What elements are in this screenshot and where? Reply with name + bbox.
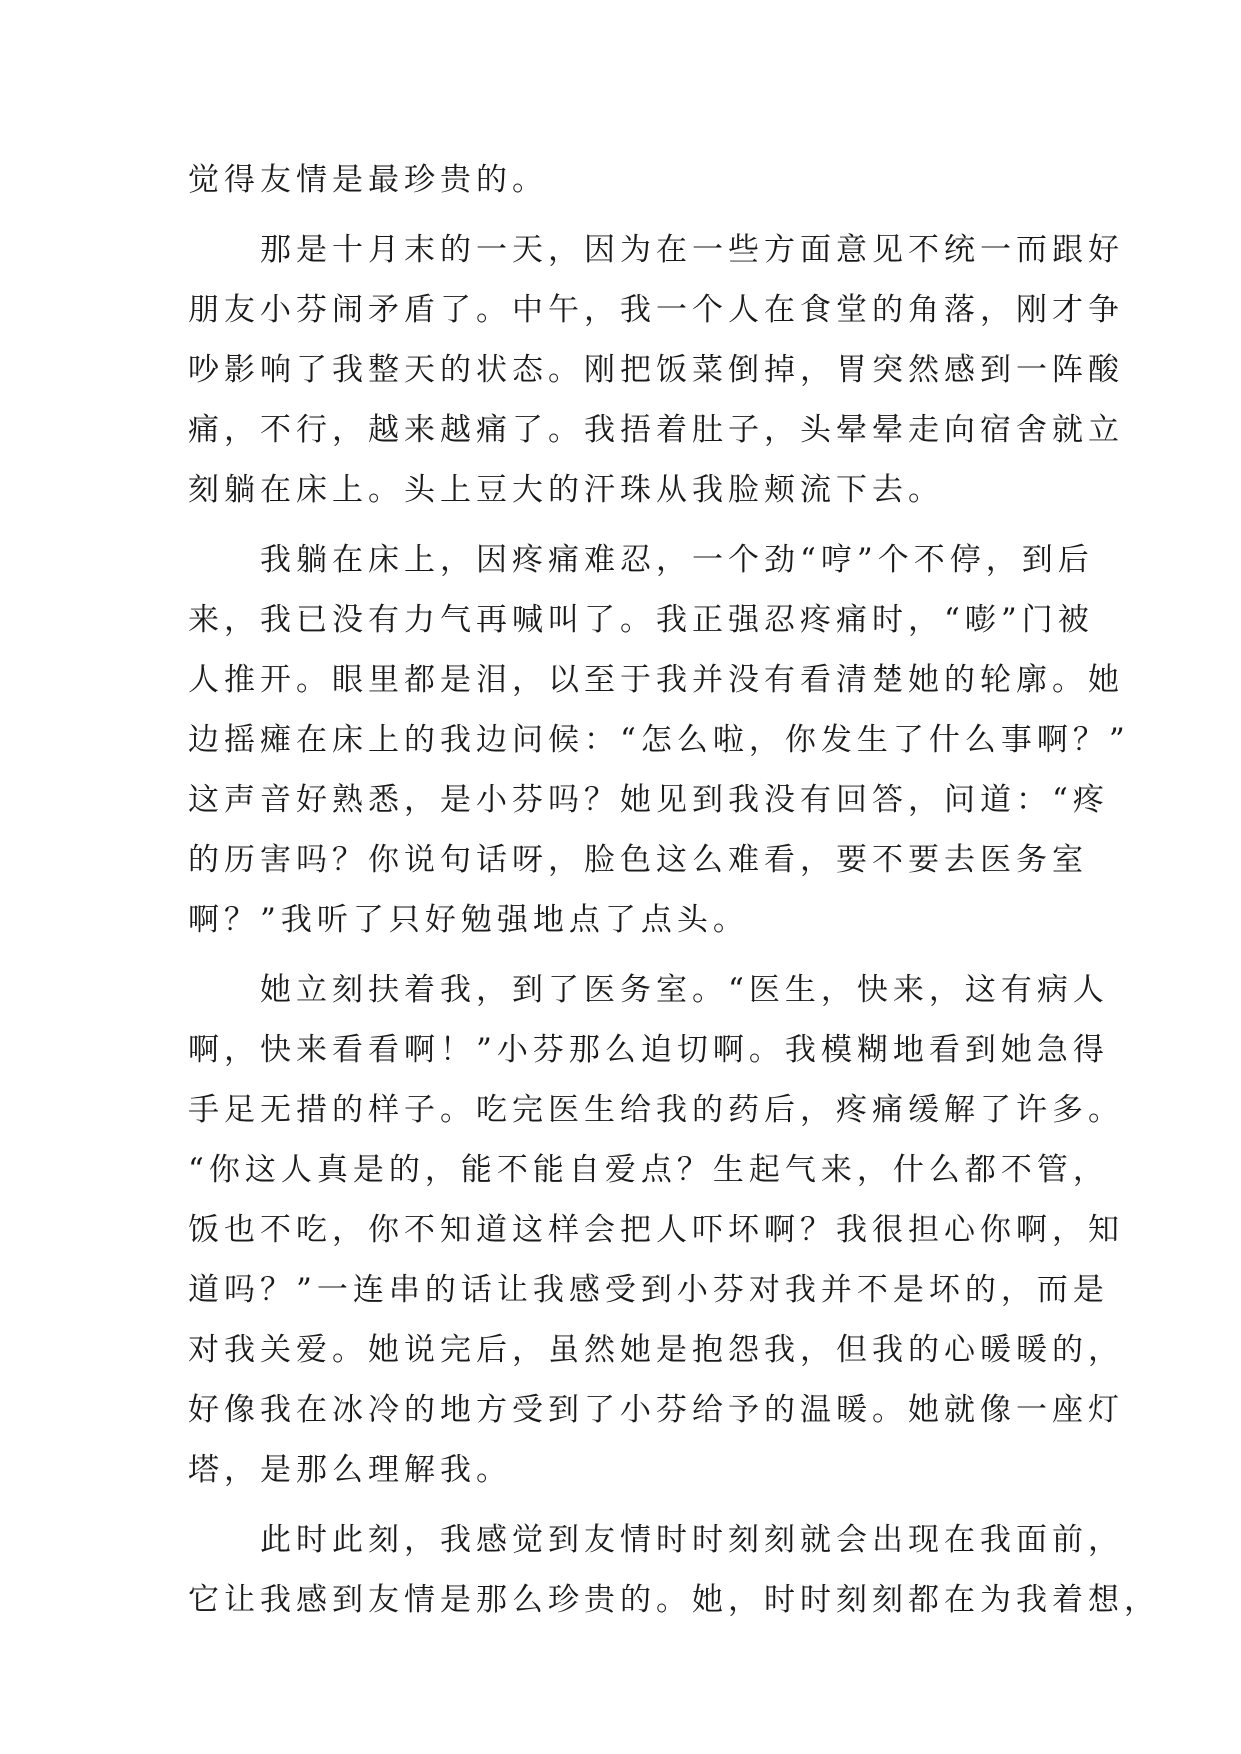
text-line: 塔，是那么理解我。 <box>188 1452 512 1488</box>
text-line: 来，我已没有力气再喊叫了。我正强忍疼痛时，“嘭”门被 <box>188 602 1094 638</box>
essay-body <box>188 150 1160 1630</box>
text-line: 边摇瘫在床上的我边问候：“怎么啦，你发生了什么事啊？” <box>188 722 1130 758</box>
text-line: 吵影响了我整天的状态。刚把饭菜倒掉，胃突然感到一阵酸 <box>188 352 1124 388</box>
text-line: 啊？”我听了只好勉强地点了点头。 <box>188 902 749 938</box>
text-line: 这声音好熟悉，是小芬吗？她见到我没有回答，问道：“疼 <box>188 782 1109 818</box>
text-line: 觉得友情是最珍贵的。 <box>188 162 548 198</box>
text-line: 朋友小芬闹矛盾了。中午，我一个人在食堂的角落，刚才争 <box>188 292 1124 328</box>
text-line: 饭也不吃，你不知道这样会把人吓坏啊？我很担心你啊，知 <box>188 1212 1124 1248</box>
text-line: 刻躺在床上。头上豆大的汗珠从我脸颊流下去。 <box>188 472 944 508</box>
text-line: 道吗？”一连串的话让我感受到小芬对我并不是坏的，而是 <box>188 1272 1109 1308</box>
paragraph-first-line: 我躺在床上，因疼痛难忍，一个劲“哼”个不停，到后 <box>188 542 1094 578</box>
paragraph-first-line: 她立刻扶着我，到了医务室。“医生，快来，这有病人 <box>188 972 1109 1008</box>
text-line: 人推开。眼里都是泪，以至于我并没有看清楚她的轮廓。她 <box>188 662 1124 698</box>
text-line: 好像我在冰冷的地方受到了小芬给予的温暖。她就像一座灯 <box>188 1392 1124 1428</box>
paragraph-first-line: 那是十月末的一天，因为在一些方面意见不统一而跟好 <box>188 232 1124 268</box>
text-line: 它让我感到友情是那么珍贵的。她，时时刻刻都在为我着想， <box>188 1582 1160 1618</box>
text-line: “你这人真是的，能不能自爱点？生起气来，什么都不管， <box>188 1152 1109 1188</box>
paragraph-first-line: 此时此刻，我感觉到友情时时刻刻就会出现在我面前， <box>188 1522 1124 1558</box>
text-line: 啊，快来看看啊！”小芬那么迫切啊。我模糊地看到她急得 <box>188 1032 1109 1068</box>
text-line: 痛，不行，越来越痛了。我捂着肚子，头晕晕走向宿舍就立 <box>188 412 1124 448</box>
text-line: 手足无措的样子。吃完医生给我的药后，疼痛缓解了许多。 <box>188 1092 1124 1128</box>
text-line: 对我关爱。她说完后，虽然她是抱怨我，但我的心暖暖的， <box>188 1332 1124 1368</box>
text-line: 的历害吗？你说句话呀，脸色这么难看，要不要去医务室 <box>188 842 1088 878</box>
